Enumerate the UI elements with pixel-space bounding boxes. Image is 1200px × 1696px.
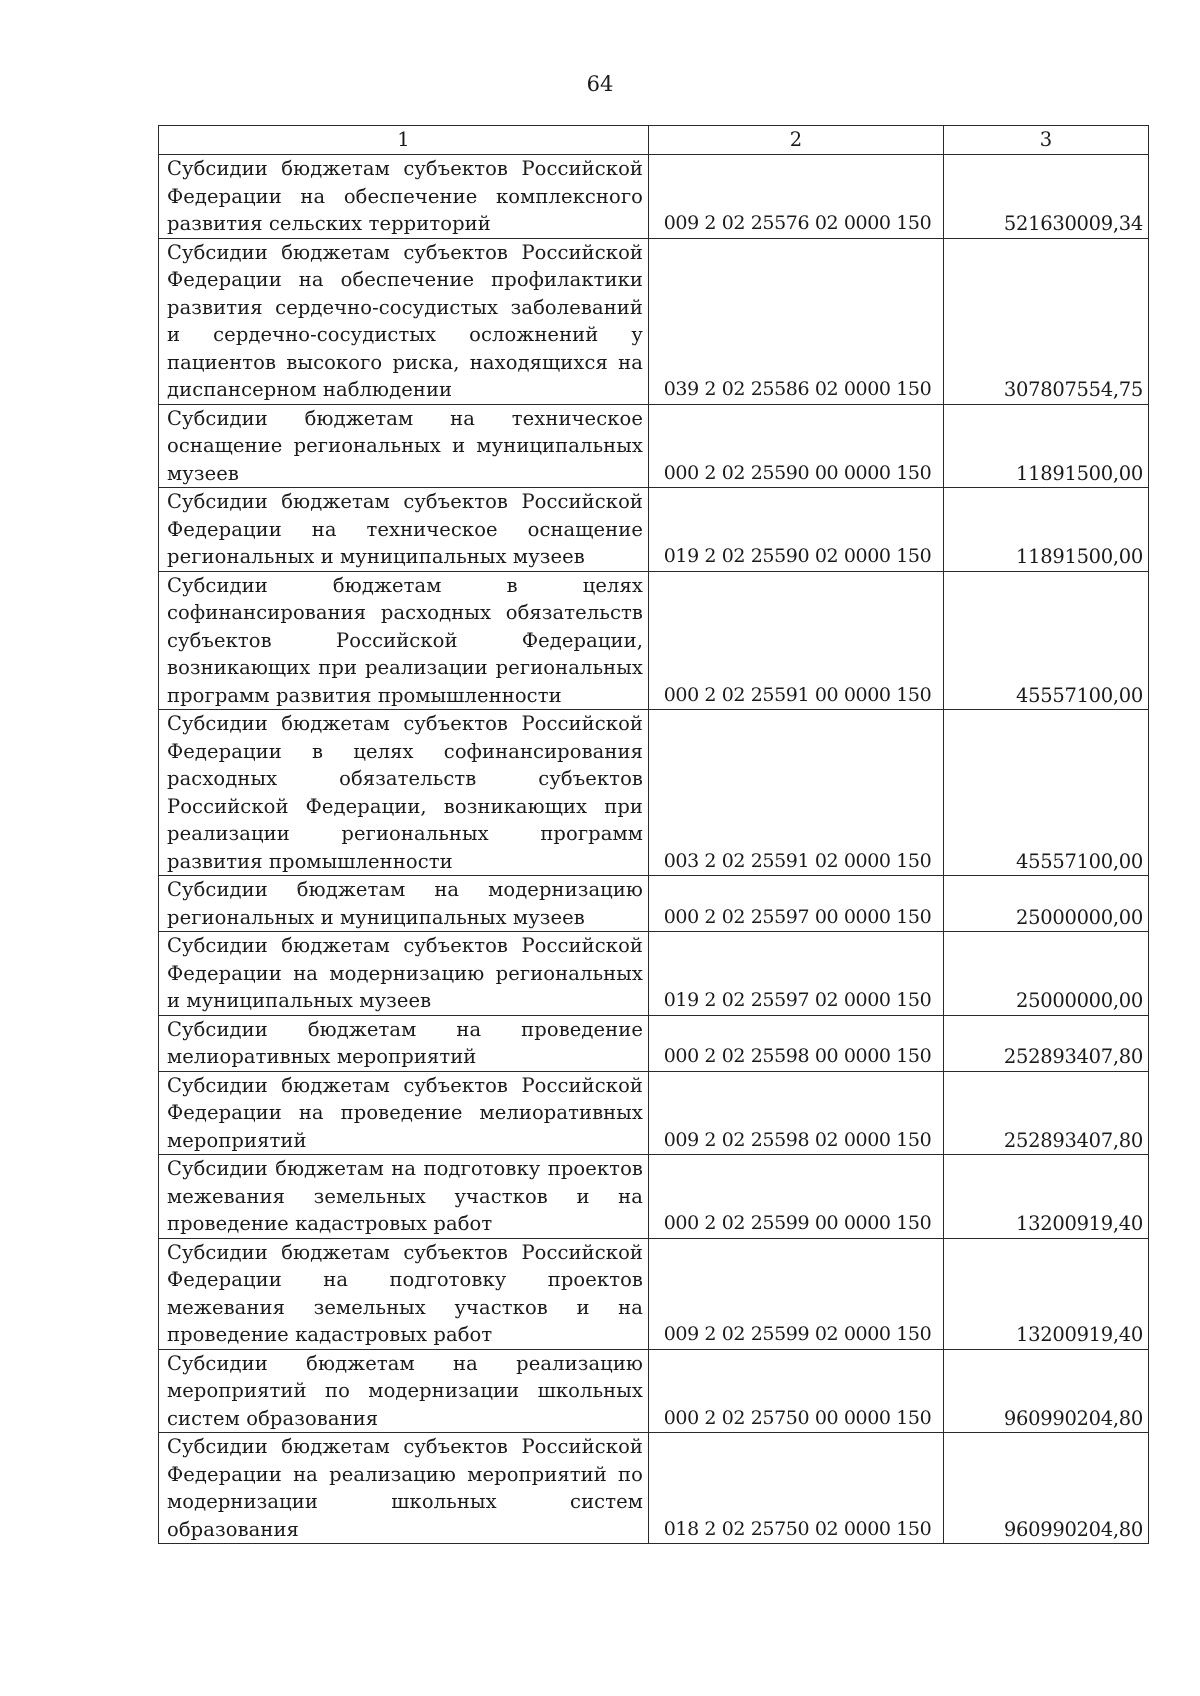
table-row xyxy=(159,932,1149,1016)
table-row xyxy=(159,876,1149,932)
table-row xyxy=(159,155,1149,239)
table-row xyxy=(159,1433,1149,1544)
row-amount: 960990204,80 xyxy=(944,1349,1149,1433)
row-code: 000 2 02 25597 00 0000 150 xyxy=(649,876,944,932)
table-row xyxy=(159,1349,1149,1433)
row-name: Субсидии бюджетам на техническое оснащение региональных и муниципальных музеев xyxy=(159,404,649,488)
row-name: Субсидии бюджетам на реализацию мероприятий по модернизации школьных систем образования xyxy=(159,1349,649,1433)
row-amount: 45557100,00 xyxy=(944,571,1149,710)
column-header-1: 1 xyxy=(159,126,649,155)
table-row xyxy=(159,488,1149,572)
row-name: Субсидии бюджетам субъектов Российской Федерации на обеспечение профилактики развития сердечно-сосудистых заболеваний и сердечно-сосудистых осложнений у пациентов высокого риска, находящихся на диспансерном наблюдении xyxy=(159,238,649,404)
table-row xyxy=(159,1155,1149,1239)
table-header xyxy=(159,126,1149,155)
row-code: 000 2 02 25590 00 0000 150 xyxy=(649,404,944,488)
row-code: 000 2 02 25599 00 0000 150 xyxy=(649,1155,944,1239)
budget-table xyxy=(158,125,1149,1544)
table-row xyxy=(159,1015,1149,1071)
table-row xyxy=(159,571,1149,710)
row-amount: 521630009,34 xyxy=(944,155,1149,239)
header-row xyxy=(159,126,1149,155)
table-row xyxy=(159,404,1149,488)
row-name: Субсидии бюджетам в целях софинансирования расходных обязательств субъектов Российской Федерации, возникающих при реализации региональных программ развития промышленности xyxy=(159,571,649,710)
row-code: 009 2 02 25599 02 0000 150 xyxy=(649,1238,944,1349)
row-amount: 960990204,80 xyxy=(944,1433,1149,1544)
row-amount: 11891500,00 xyxy=(944,404,1149,488)
row-code: 003 2 02 25591 02 0000 150 xyxy=(649,710,944,876)
page-number: 64 xyxy=(586,72,614,96)
row-amount: 11891500,00 xyxy=(944,488,1149,572)
row-code: 039 2 02 25586 02 0000 150 xyxy=(649,238,944,404)
column-header-3: 3 xyxy=(944,126,1149,155)
table-row xyxy=(159,1238,1149,1349)
row-name: Субсидии бюджетам субъектов Российской Федерации на техническое оснащение региональных и муниципальных музеев xyxy=(159,488,649,572)
row-name: Субсидии бюджетам субъектов Российской Федерации на проведение мелиоративных мероприятий xyxy=(159,1071,649,1155)
row-name: Субсидии бюджетам субъектов Российской Федерации на модернизацию региональных и муниципальных музеев xyxy=(159,932,649,1016)
row-name: Субсидии бюджетам субъектов Российской Федерации на подготовку проектов межевания земельных участков и на проведение кадастровых работ xyxy=(159,1238,649,1349)
row-code: 018 2 02 25750 02 0000 150 xyxy=(649,1433,944,1544)
table-row xyxy=(159,1071,1149,1155)
table-body xyxy=(159,155,1149,1544)
row-amount: 25000000,00 xyxy=(944,932,1149,1016)
column-header-2: 2 xyxy=(649,126,944,155)
row-code: 000 2 02 25591 00 0000 150 xyxy=(649,571,944,710)
row-code: 019 2 02 25590 02 0000 150 xyxy=(649,488,944,572)
row-code: 019 2 02 25597 02 0000 150 xyxy=(649,932,944,1016)
row-amount: 45557100,00 xyxy=(944,710,1149,876)
row-amount: 252893407,80 xyxy=(944,1071,1149,1155)
row-code: 000 2 02 25750 00 0000 150 xyxy=(649,1349,944,1433)
row-name: Субсидии бюджетам субъектов Российской Федерации на реализацию мероприятий по модернизации школьных систем образования xyxy=(159,1433,649,1544)
row-code: 000 2 02 25598 00 0000 150 xyxy=(649,1015,944,1071)
row-name: Субсидии бюджетам на проведение мелиоративных мероприятий xyxy=(159,1015,649,1071)
row-name: Субсидии бюджетам на подготовку проектов межевания земельных участков и на проведение кадастровых работ xyxy=(159,1155,649,1239)
row-name: Субсидии бюджетам на модернизацию региональных и муниципальных музеев xyxy=(159,876,649,932)
row-code: 009 2 02 25598 02 0000 150 xyxy=(649,1071,944,1155)
table-row xyxy=(159,710,1149,876)
row-amount: 13200919,40 xyxy=(944,1155,1149,1239)
row-name: Субсидии бюджетам субъектов Российской Федерации в целях софинансирования расходных обязательств субъектов Российской Федерации, возникающих при реализации региональных программ развития промышленности xyxy=(159,710,649,876)
row-code: 009 2 02 25576 02 0000 150 xyxy=(649,155,944,239)
table-row xyxy=(159,238,1149,404)
row-amount: 307807554,75 xyxy=(944,238,1149,404)
row-amount: 13200919,40 xyxy=(944,1238,1149,1349)
row-amount: 252893407,80 xyxy=(944,1015,1149,1071)
row-amount: 25000000,00 xyxy=(944,876,1149,932)
row-name: Субсидии бюджетам субъектов Российской Федерации на обеспечение комплексного развития сельских территорий xyxy=(159,155,649,239)
